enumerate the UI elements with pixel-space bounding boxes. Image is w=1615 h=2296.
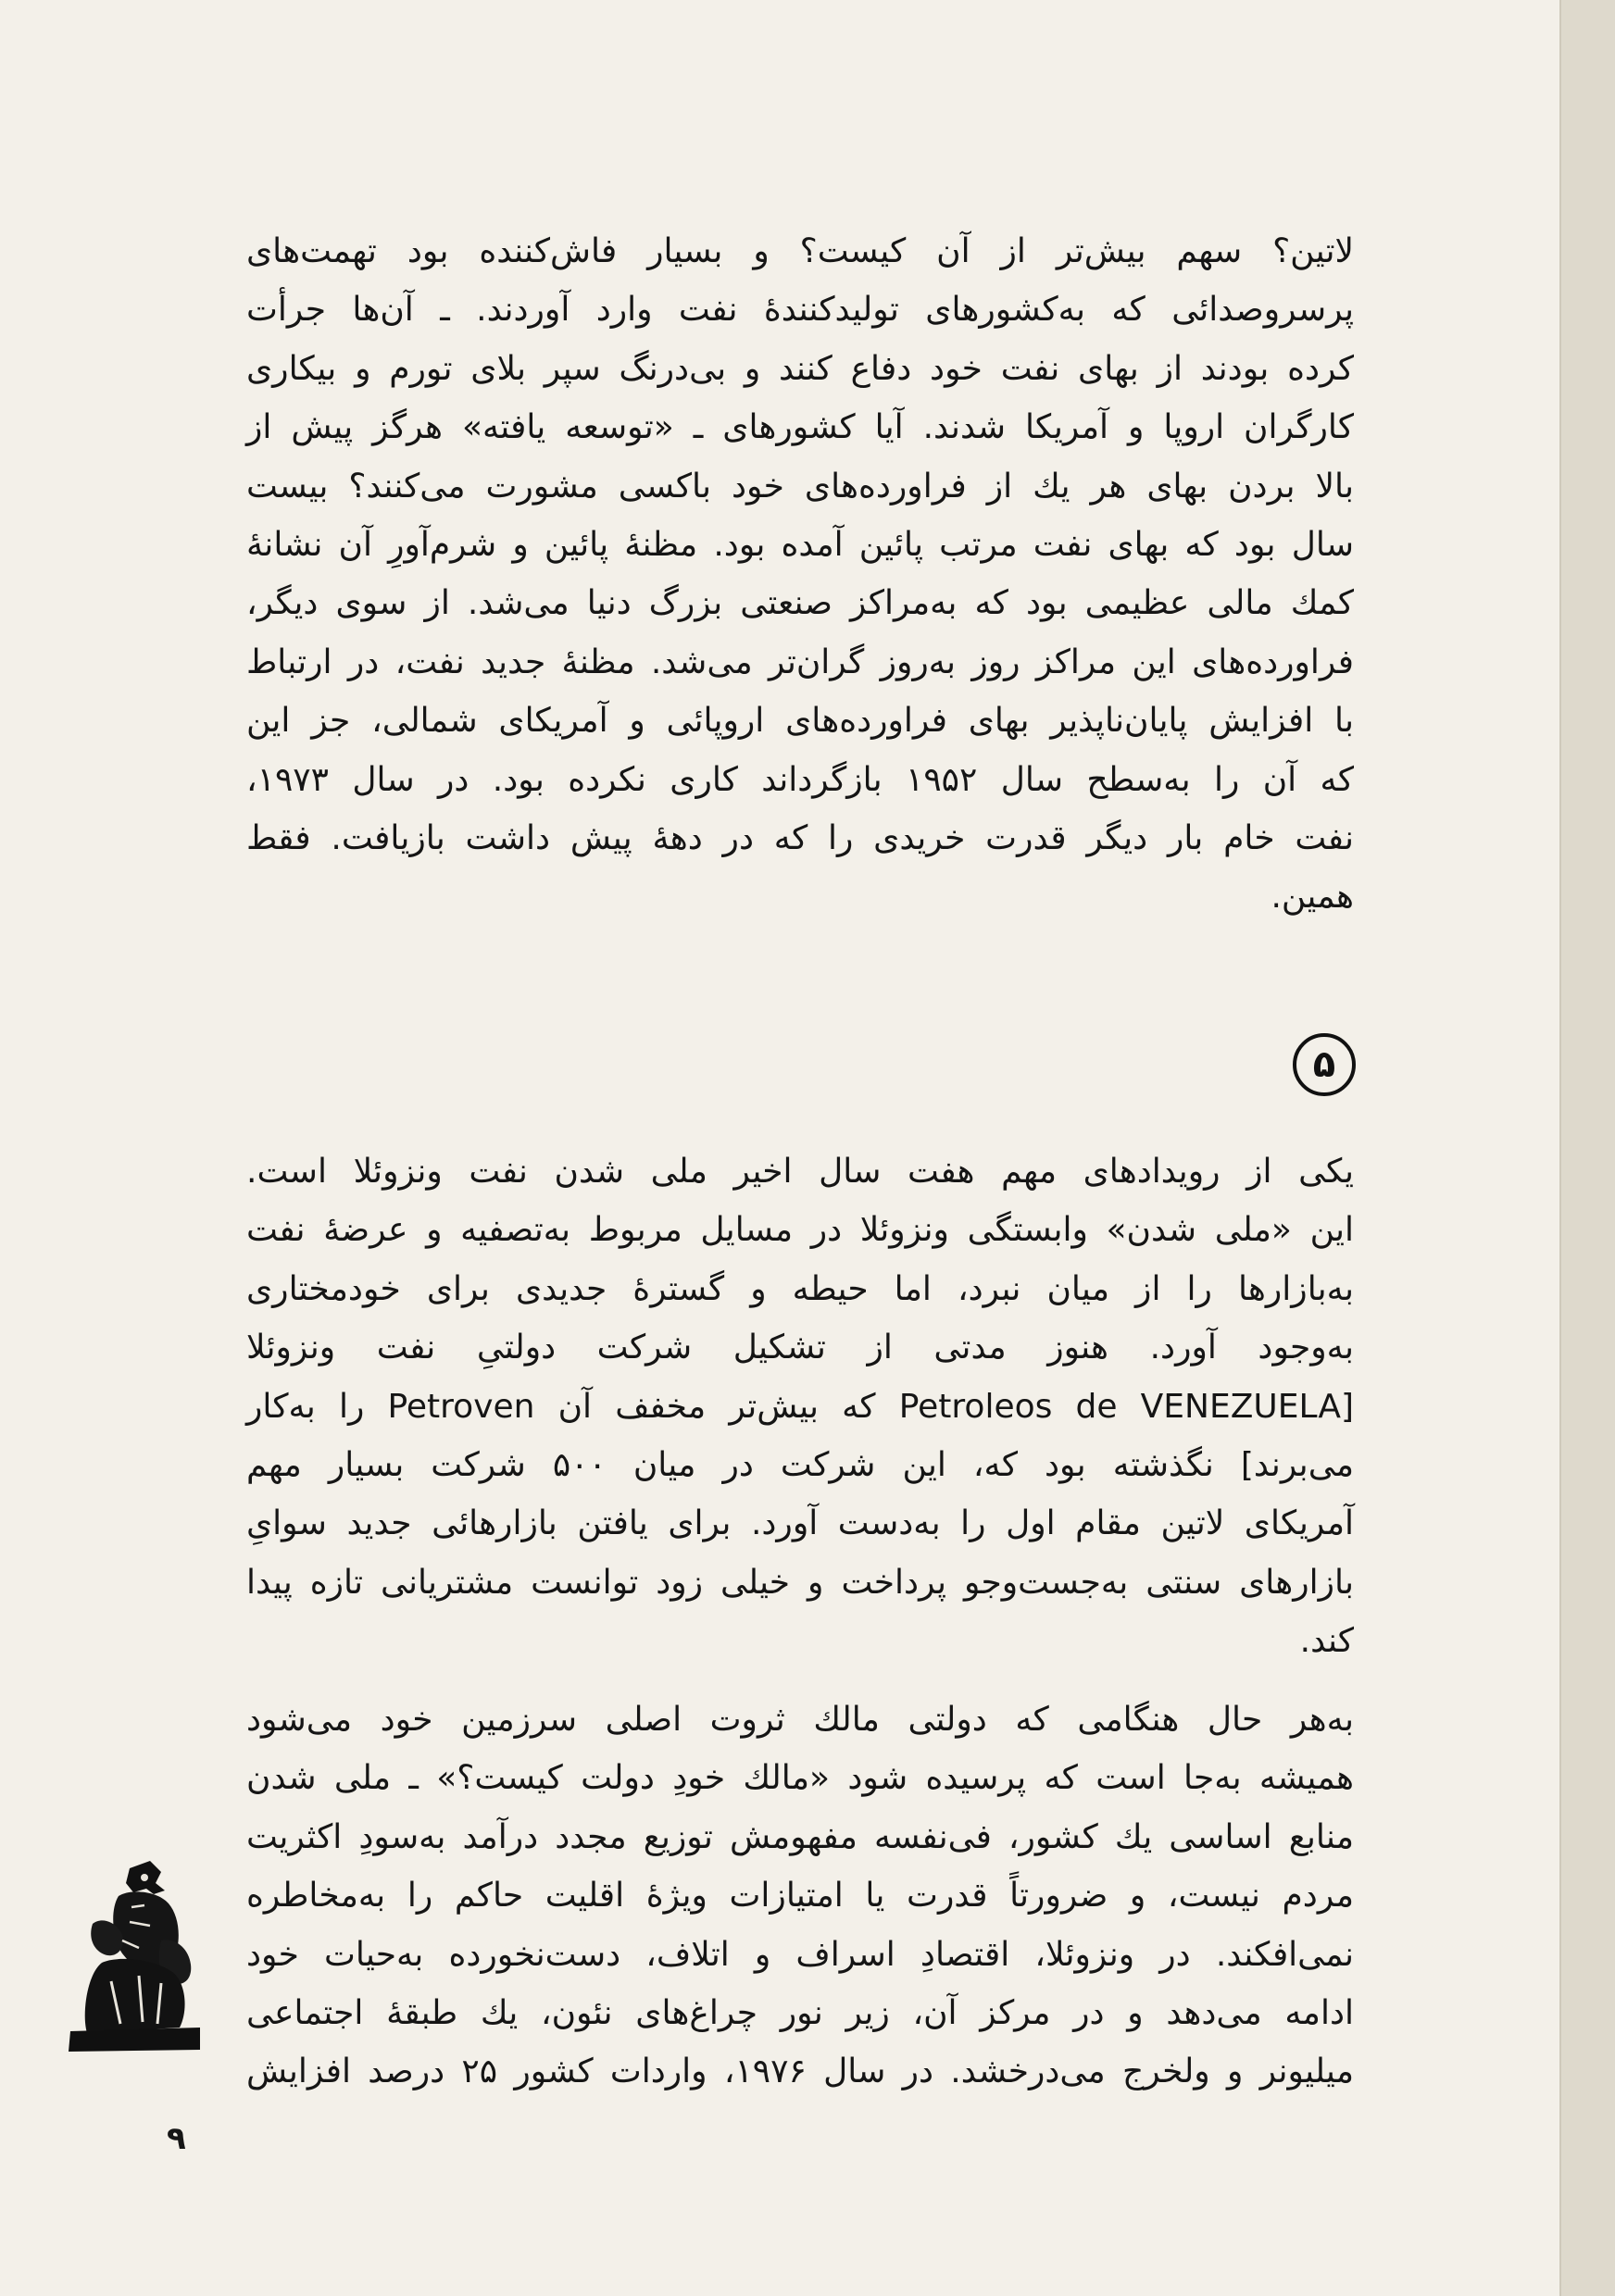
text-line: مردم نیست، و ضرورتاً قدرت یا امتیازات ویژهٔ اقلیت حاکم را به‌مخاطره [246,1877,1354,1915]
text-line: نمی‌افکند. در ونزوئلا، اقتصادِ اسراف و اتلاف، دست‌نخورده به‌حیات خود [246,1935,1354,1974]
seated-figure-woodcut-icon [65,1852,204,2055]
text-line: به‌بازارها را از میان نبرد، اما حیطه و گسترهٔ جدیدی برای خودمختاری [246,1269,1354,1308]
text-line: کرده بودند از بهای نفت خود دفاع کنند و بی‌درنگ سپر بلای تورم و بیکاری [246,349,1354,388]
text-line: ادامه می‌دهد و در مرکز آن، زیر نور چراغ‌های نئون، یك طبقهٔ اجتماعی [246,1994,1354,2033]
text-line: لاتین؟ سهم بیش‌تر از آن کیست؟ و بسیار فاش‌کننده بود تهمت‌های [246,232,1354,270]
text-line: فراورده‌های این مراکز روز به‌روز گران‌تر می‌شد. مظنهٔ جدید نفت، در ارتباط [246,643,1354,681]
text-line: کارگران اروپا و آمریکا شدند. آیا کشورهای ـ «توسعه یافته» هرگز پیش از [246,408,1354,447]
paragraph-1 [246,222,1354,927]
paragraph-3 [246,1691,1354,2102]
text-line: کمك مالی عظیمی بود که به‌مراکز صنعتی بزرگ دنیا می‌شد. از سوی دیگر، [246,584,1354,623]
text-line: پرسروصدائی که به‌کشورهای تولیدکنندهٔ نفت وارد آوردند. ـ آن‌ها جرأت [246,291,1354,330]
text-line: همیشه به‌جا است که پرسیده شود «مالك خودِ دولت کیست؟» ـ ملی شدن [246,1759,1354,1798]
text-line: بازارهای سنتی به‌جست‌وجو پرداخت و خیلی زود توانست مشتریانی تازه پیدا [246,1563,1354,1602]
text-line: میلیونر و ولخرج می‌درخشد. در سال ۱۹۷۶، واردات کشور ۲۵ درصد افزایش [246,2053,1355,2091]
page-number: ۹ [167,2120,186,2157]
text-line: سال بود که بهای نفت مرتب پائین آمده بود. مظنهٔ پائین و شرم‌آورِ آن نشانهٔ [246,526,1354,565]
text-line: [Petroleos de VENEZUELA که بیش‌تر مخفف آن Petroven را به‌کار [246,1387,1355,1426]
text-line: یکی از رویدادهای مهم هفت سال اخیر ملی شدن نفت ونزوئلا است. [246,1153,1354,1191]
circled-number-icon [1293,1033,1356,1096]
text-line: منابع اساسی یك کشور، فی‌نفسه مفهومش توزیع مجدد درآمد به‌سودِ اکثریت [246,1817,1354,1856]
text-line: بالا بردن بهای هر یك از فراورده‌های خود باکسی مشورت می‌کنند؟ بیست [246,467,1354,505]
text-line: به‌وجود آورد. هنوز مدتی از تشکیل شرکت دولتیِ نفت ونزوئلا [246,1329,1354,1367]
page-edge-shadow [1559,0,1615,2296]
text-line: که آن را به‌سطح سال ۱۹۵۲ بازگرداند کاری نکرده بود. در سال ۱۹۷۳، [246,760,1354,799]
text-line: کند. [1299,1622,1354,1661]
text-line: آمریکای لاتین مقام اول را به‌دست آورد. برای یافتن بازارهائی جدید سوایِ [246,1504,1354,1543]
text-line: نفت خام بار دیگر قدرت خریدی را که در دههٔ پیش داشت بازیافت. فقط [246,819,1354,858]
text-line: همین. [1271,878,1354,917]
text-line: به‌هر حال هنگامی که دولتی مالك ثروت اصلی سرزمین خود می‌شود [246,1701,1354,1739]
text-line: این «ملی شدن» وابستگی ونزوئلا در مسایل مربوط به‌تصفیه و عرضهٔ نفت [246,1211,1354,1250]
text-line: با افزایش پایان‌ناپذیر بهای فراورده‌های اروپائی و آمریکای شمالی، جز این [246,702,1354,741]
text-line: می‌برند] نگذشته بود که، این شرکت در میان ۵۰۰ شرکت بسیار مهم [246,1446,1354,1485]
paragraph-2 [246,1142,1354,1671]
section-number: ۵ [1312,1043,1336,1086]
